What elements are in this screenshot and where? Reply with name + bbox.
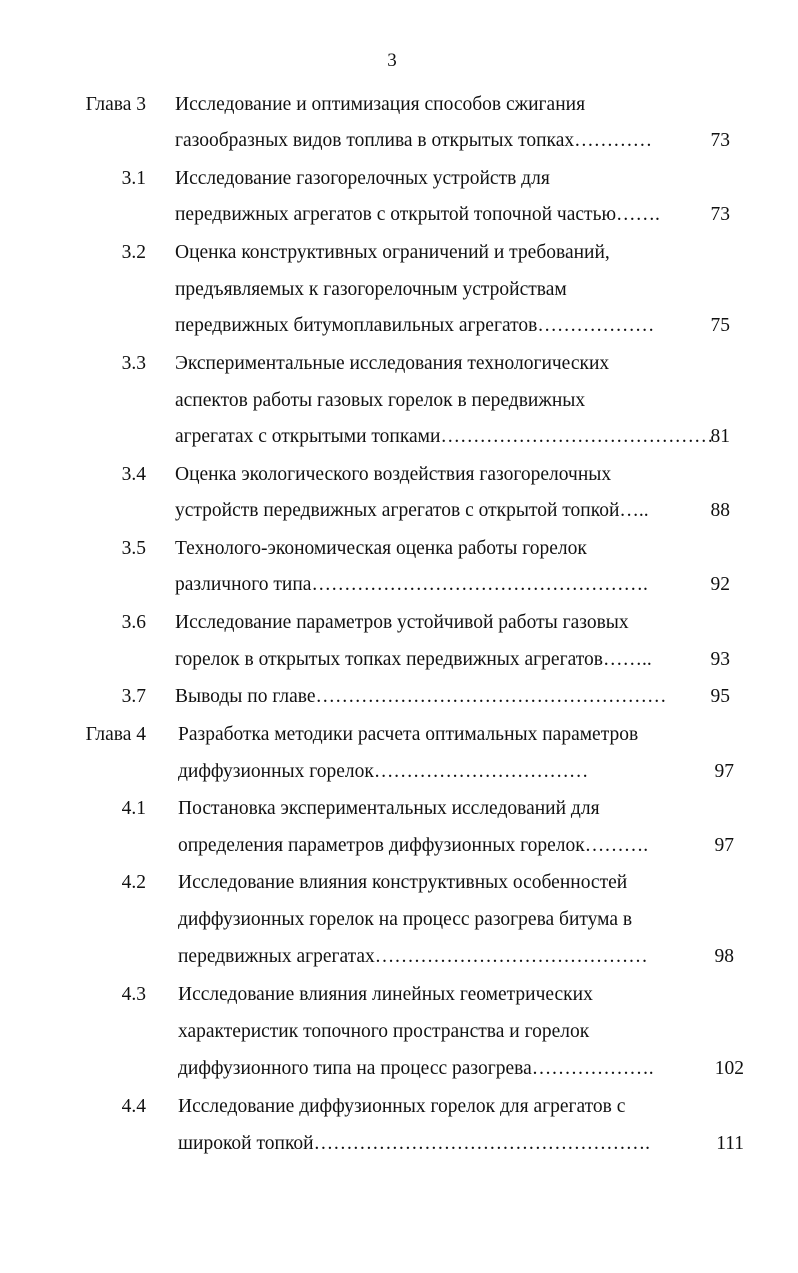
toc-entry-4-2-line: [0, 905, 798, 935]
toc-entry-3-2-line: [0, 275, 798, 305]
toc-entry-page: 97: [714, 835, 734, 856]
toc-entry-number: 4.3: [121, 984, 146, 1005]
toc-entry-page: 88: [710, 500, 730, 521]
toc-entry-4-3-last-line: [0, 1054, 798, 1084]
toc-entry-3-1: [0, 164, 798, 194]
toc-entry-3-2: [0, 238, 798, 268]
toc-entry-3-6-last-line: [0, 645, 798, 675]
toc-entry-4-4: [0, 1092, 798, 1122]
toc-entry-title-line: Оценка конструктивных ограничений и требований,: [175, 242, 610, 263]
toc-entry-3-4-last-line: [0, 496, 798, 526]
toc-entry-title-line: диффузионных горелок……………………………: [178, 761, 589, 782]
toc-entry-3-5-last-line: [0, 570, 798, 600]
toc-entry-number: 3.2: [121, 242, 146, 263]
toc-entry-number: 3.4: [121, 464, 146, 485]
toc-entry-title-line: горелок в открытых топках передвижных агрегатов……..: [175, 649, 652, 670]
toc-entry-title-line: Исследование диффузионных горелок для агрегатов с: [178, 1096, 626, 1117]
toc-entry-4-1-last-line: [0, 831, 798, 861]
toc-entry-number: 3.5: [121, 538, 146, 559]
toc-entry-title-line: определения параметров диффузионных горелок……….: [178, 835, 649, 856]
toc-entry-title-line: агрегатах с открытыми топками……………………………………: [175, 426, 714, 447]
toc-entry-4-1: [0, 794, 798, 824]
toc-entry-title-line: предъявляемых к газогорелочным устройствам: [175, 279, 567, 300]
toc-entry-number: 3.6: [121, 612, 146, 633]
toc-entry-3-1-last-line: [0, 200, 798, 230]
toc-entry-page: 73: [710, 130, 730, 151]
toc-entry-number: 3.7: [121, 686, 146, 707]
toc-entry-title-line: аспектов работы газовых горелок в передвижных: [175, 390, 586, 411]
toc-entry-number: 4.2: [121, 872, 146, 893]
toc-entry-title-line: Исследование параметров устойчивой работы газовых: [175, 612, 629, 633]
toc-entry-chapter-4: [0, 720, 798, 750]
toc-entry-title-line: Технолого-экономическая оценка работы горелок: [175, 538, 587, 559]
toc-entry-title-line: устройств передвижных агрегатов с открытой топкой…..: [175, 500, 649, 521]
toc-entry-title-line: передвижных агрегатов с открытой топочной частью…….: [175, 204, 660, 225]
toc-entry-title-line: широкой топкой…………………………………………….: [178, 1133, 650, 1154]
toc-entry-title-line: газообразных видов топлива в открытых топках…………: [175, 130, 653, 151]
toc-entry-3-2-last-line: [0, 311, 798, 341]
toc-entry-page: 73: [710, 204, 730, 225]
toc-entry-title-line: передвижных агрегатах……………………………………: [178, 946, 648, 967]
toc-entry-4-2-last-line: [0, 942, 798, 972]
toc-entry-chapter-3-last-line: [0, 126, 798, 156]
toc-entry-3-5: [0, 534, 798, 564]
toc-entry-page: 97: [714, 761, 734, 782]
toc-entry-title-line: Оценка экологического воздействия газогорелочных: [175, 464, 612, 485]
toc-entry-title-line: различного типа…………………………………………….: [175, 574, 648, 595]
toc-entry-title-line: Выводы по главе………………………………………………: [175, 686, 667, 707]
toc-entry-number: 3.1: [121, 168, 146, 189]
toc-entry-4-4-last-line: [0, 1129, 798, 1159]
toc-entry-title-line: Постановка экспериментальных исследований для: [178, 798, 600, 819]
toc-entry-title-line: передвижных битумоплавильных агрегатов………………: [175, 315, 655, 336]
toc-entry-title-line: характеристик топочного пространства и горелок: [178, 1021, 590, 1042]
toc-entry-title-line: Исследование влияния линейных геометрических: [178, 984, 593, 1005]
toc-entry-page: 93: [710, 649, 730, 670]
toc-entry-4-3-line: [0, 1017, 798, 1047]
toc-entry-number: 3.3: [121, 353, 146, 374]
toc-entry-title-line: Разработка методики расчета оптимальных параметров: [178, 724, 639, 745]
toc-entry-3-7: [0, 682, 798, 712]
toc-entry-4-3: [0, 980, 798, 1010]
toc-entry-3-3-last-line: [0, 422, 798, 452]
toc-entry-number: 4.1: [121, 798, 146, 819]
toc-entry-title-line: Исследование газогорелочных устройств для: [175, 168, 550, 189]
toc-entry-3-3-line: [0, 386, 798, 416]
toc-entry-title-line: Экспериментальные исследования технологических: [175, 353, 610, 374]
page-number: 3: [387, 50, 397, 71]
toc-entry-page: 81: [710, 426, 730, 447]
toc-entry-chapter-3: [0, 90, 798, 120]
toc-entry-4-2: [0, 868, 798, 898]
toc-entry-page: 98: [714, 946, 734, 967]
toc-entry-number: 4.4: [121, 1096, 146, 1117]
toc-entry-number: Глава 3: [85, 94, 146, 115]
toc-entry-page: 102: [714, 1058, 744, 1079]
toc-entry-page: 95: [710, 686, 730, 707]
toc-entry-number: Глава 4: [85, 724, 146, 745]
toc-entry-3-3: [0, 349, 798, 379]
toc-entry-title-line: Исследование влияния конструктивных особенностей: [178, 872, 628, 893]
toc-entry-page: 111: [716, 1133, 744, 1154]
toc-entry-page: 75: [710, 315, 730, 336]
toc-entry-3-4: [0, 460, 798, 490]
toc-entry-title-line: диффузионного типа на процесс разогрева……………….: [178, 1058, 654, 1079]
toc-entry-title-line: Исследование и оптимизация способов сжигания: [175, 94, 586, 115]
toc-entry-page: 92: [710, 574, 730, 595]
toc-entry-3-6: [0, 608, 798, 638]
toc-entry-chapter-4-last-line: [0, 757, 798, 787]
toc-entry-title-line: диффузионных горелок на процесс разогрева битума в: [178, 909, 633, 930]
